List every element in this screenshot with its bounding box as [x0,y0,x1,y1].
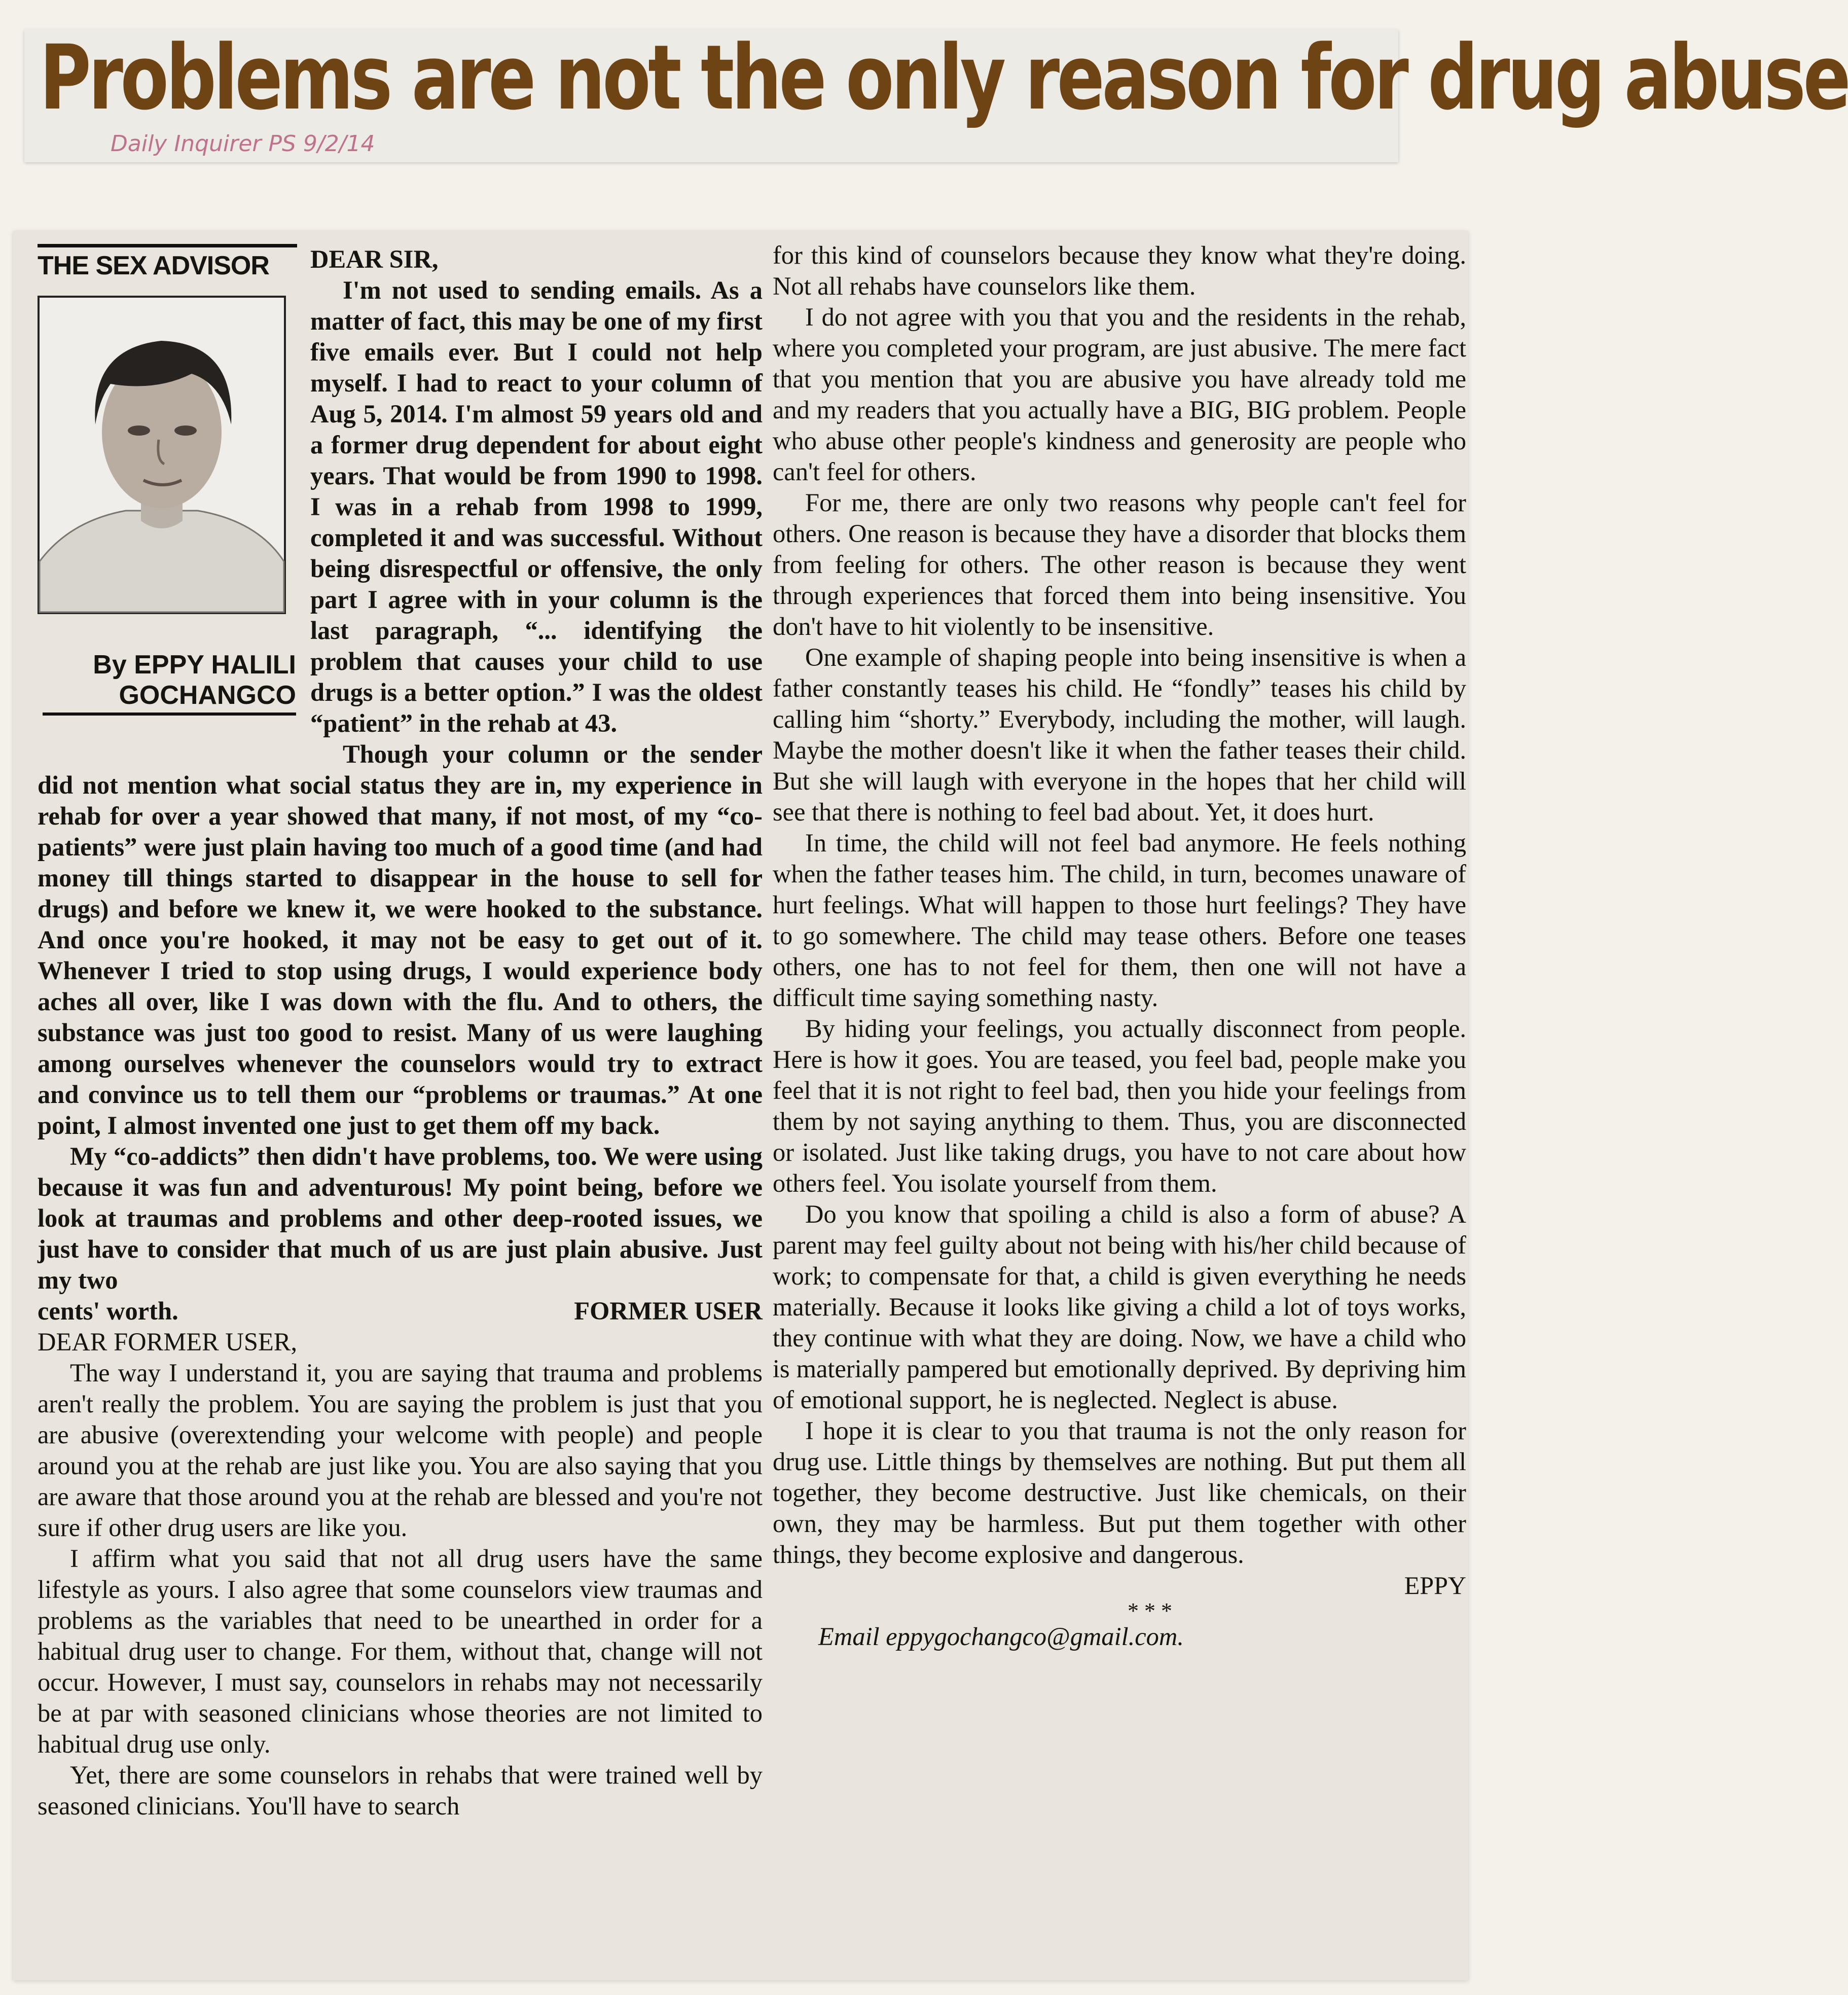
headline-strip [24,26,1848,162]
letter-paragraph: I'm not used to sending emails. As a matter of fact, this may be one of my first five emails ever. But I could not help myself. I had to react to your column of Aug 5, 2014. I'm almost 59 years old and a former drug dependent for about eight years. That would be from 1990 to 1998. I was in a rehab from 1998 to 1999, completed it and was successful. Without being disrespectful or offensive, the only part I agree with in your column is the last paragraph, “... identifying the problem that causes your child to use drugs is a better option.” I was the oldest “patient” in the rehab at 43. [310,276,763,737]
byline-surname: GOCHANGCO [119,681,296,710]
reply-paragraph: I do not agree with you that you and the residents in the rehab, where you completed your program, are just abusive. The mere fact that you mention that you are abusive you have already told me and my readers that you actually have a BIG, BIG problem. People who abuse other people's kindness and generosity are people who can't feel for others. [773,303,1466,486]
left-column [38,244,763,1822]
separator-stars: * * * [1128,1598,1172,1623]
reply-paragraph: The way I understand it, you are saying that trauma and problems aren't really the problem. You are saying the problem is just that you are abusive (overextending your welcome with people) and people around you at the rehab are just like you. You are also saying that you are aware that those around you at the rehab are blessed and you're not sure if other drug users are like you. [38,1359,763,1542]
column-name: THE SEX ADVISOR [38,244,297,280]
letter-salutation: DEAR SIR, [310,245,439,273]
handwritten-clipping-note: Daily Inquirer PS 9/2/14 [111,131,375,157]
author-box [38,244,297,741]
author-portrait-icon [40,298,284,612]
reply-salutation: DEAR FORMER USER, [38,1328,298,1356]
letter-paragraph: Though your column or the sender did not mention what social status they are in, my experience in rehab for over a year showed that many, if not most, of my “co-patients” were just plain having too much of a good time (and had money till things started to disappear in the house to sell for drugs) and before we knew it, we were hooked to the substance. And once you're hooked, it may not be easy to get out of it. Whenever I tried to stop using drugs, I would experience body aches all over, like I was down with the flu. And to others, the substance was just too good to resist. Many of us were laughing among ourselves whenever the counselors would try to extract and convince us to tell them our “problems or traumas.” At one point, I almost invented one just to get them off my back. [38,740,763,1139]
reply-paragraph: I affirm what you said that not all drug users have the same lifestyle as yours. I also agree that some counselors view traumas and problems as the variables that need to be unearthed in order for a habitual drug user to change. For them, without that, change will not occur. However, I must say, counselors in rehabs may not necessarily be at par with seasoned clinicians whose theories are not limited to habitual drug use only. [38,1544,763,1758]
reply-paragraph: Do you know that spoiling a child is also a form of abuse? A parent may feel guilty about not being with his/her child because of work; to compensate for that, a child is given everything he needs materially. Because it looks like giving a child a lot of toys works, they continue with what they are doing. Now, we have a child who is materially pampered but emotionally deprived. By depriving him of emotional support, he is neglected. Neglect is abuse. [773,1200,1466,1414]
letter-closing: cents' worth. [38,1297,178,1325]
byline [43,650,296,716]
reply-paragraph: For me, there are only two reasons why people can't feel for others. One reason is because they have a disorder that blocks them from feeling for others. The other reason is because they went through experiences that forced them into being insensitive. You don't have to hit violently to be insensitive. [773,488,1466,640]
right-column [773,240,1466,1652]
author-email: Email eppygochangco@gmail.com. [818,1622,1184,1651]
reply-paragraph: One example of shaping people into being insensitive is when a father constantly teases his child. He “fondly” teases his child by calling him “shorty.” Everybody, including the mother, will laugh. Maybe the mother doesn't like it when the father teases their child. But she will laugh with everyone in the hopes that her child will see that there is nothing to feel bad about. Yet, it does hurt. [773,643,1466,826]
letter-signoff [38,1296,763,1327]
reply-paragraph: I hope it is clear to you that trauma is not the only reason for drug use. Little things by themselves are nothing. But put them all together, they become destructive. Just like chemicals, on their own, they may be harmless. But put them together with other things, they become explosive and dangerous. [773,1416,1466,1569]
author-photo [38,296,286,614]
reply-paragraph: Yet, there are some counselors in rehabs that were trained well by seasoned clinicians. You'll have to search [38,1761,763,1820]
reply-paragraph: By hiding your feelings, you actually disconnect from people. Here is how it goes. You are teased, you feel bad, people make you feel that it is not right to feel bad, then you hide your feelings from them by not saying anything to them. Thus, you are disconnected or isolated. Just like taking drugs, you have to not care about how others feel. You isolate yourself from them. [773,1014,1466,1197]
reply-signature: EPPY [1404,1571,1466,1599]
letter-paragraph: My “co-addicts” then didn't have problems, too. We were using because it was fun and adventurous! My point being, before we look at traumas and problems and other deep-rooted issues, we just have to consider that much of us are just plain abusive. Just my two [38,1142,763,1294]
letter-signature: FORMER USER [574,1297,763,1325]
reply-paragraph: In time, the child will not feel bad anymore. He feels nothing when the father teases him. The child, in turn, becomes unaware of hurt feelings. What will happen to those hurt feelings? They have to go somewhere. The child may tease others. Before one teases others, one has to not feel for them, then one will not have a difficult time saying something nasty. [773,829,1466,1012]
reply-paragraph-continued: for this kind of counselors because they know what they're doing. Not all rehabs have counselors like them. [773,241,1466,300]
byline-name: By EPPY HALILI [93,650,296,680]
article-clipping [13,231,1468,1980]
headline: Problems are not the only reason for drug abuse [40,26,1848,130]
